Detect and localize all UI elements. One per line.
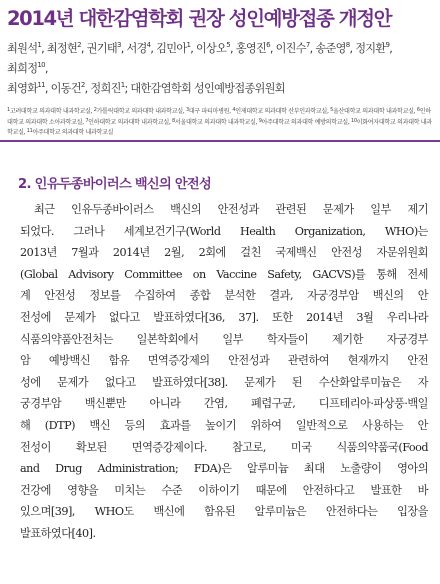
text-line: 최근 인유두종바이러스 백신의 안전성과 관련된 문제가 일부 제기 (34, 203, 428, 216)
author: 최정현$^2$, (46, 41, 87, 55)
affiliation: $^9$아주대학교 의과대학 예방의학교실, (258, 117, 352, 126)
author-organization: 대한감염학회 성인예방접종위원회 (130, 82, 285, 95)
affiliation: $^1$고려대학교 의과대학 내과학교실, (7, 107, 94, 115)
author: 정지환$^9$, (355, 41, 393, 55)
author-line-2 (7, 79, 432, 99)
text-line: 발표하였다[40]. (20, 526, 96, 540)
affiliations (7, 107, 432, 139)
author: 정희진$^1$; (90, 81, 131, 95)
text-line: 식품의약품안전처는 일본학회에서 일부 학자들이 제기한 자궁경부 (20, 332, 428, 346)
text-line: (Global Advisory Committee on Vaccine Safety, GACVS)를 통해 전세 (20, 267, 428, 281)
body-paragraph (20, 199, 428, 545)
text-line: 궁경부암 백신뿐만 아니라 간염, 폐렴구균, 디프테리아·파상풍·백일 (20, 397, 428, 411)
text-line: 있으며[39], WHO도 백신에 함유된 알루미늄은 안전하다는 입장을 (20, 505, 428, 519)
affiliation: $^8$서울대학교 의과대학 내과학교실, (172, 117, 259, 126)
text-line: 해 (DTP) 백신 등의 효과를 높이기 위하여 일반적으로 사용하는 안 (20, 418, 428, 432)
article-header (0, 0, 440, 139)
author: 서경$^4$, (126, 41, 157, 55)
affiliation: $^4$인제대학교 의과대학 산부인과학교실, (232, 107, 331, 115)
affiliation: $^2$가톨릭대학교 의과대학 내과학교실, (93, 107, 186, 115)
author: 최원석$^1$, (7, 41, 47, 55)
affiliation: $^{11}$아주대학교 의과대학 내과학교실 (26, 128, 114, 137)
text-line: 건강에 영향을 미치는 수준 이하이기 때문에 안전하다고 발표한 바 (20, 483, 428, 497)
author: 이동건$^2$, (50, 81, 91, 95)
author: 최희정$^{10}$, (7, 61, 48, 75)
author: 권기태$^3$, (86, 41, 127, 55)
affiliation: $^7$인하대학교 의과대학 내과학교실, (85, 117, 173, 126)
author: 홍영진$^6$, (235, 41, 276, 55)
text-line: 2013년 7월과 2014년 2월, 2회에 걸친 국제백신 안전성 자문위원회 (20, 246, 428, 260)
author: 이진수$^7$, (275, 41, 316, 55)
author-list (7, 39, 432, 99)
affiliation: $^3$대구 파티마병원, (185, 107, 233, 115)
header-divider (0, 140, 440, 142)
author: 최영화$^{11}$, (7, 81, 51, 95)
text-line: and Drug Administration; FDA)은 알루미늄 최대 노출량이 영아의 (20, 462, 428, 476)
author: 송준영$^8$, (315, 41, 356, 55)
affiliation: $^6$인하대학교 의과대학 소아과학교실, (7, 107, 431, 126)
section-heading: 2. 인유두종바이러스 백신의 안전성 (18, 177, 212, 192)
text-line: 성에 문제가 없다고 발표하였다[38]. 문제가 된 수산화알루미늄은 자 (20, 375, 428, 389)
author: 이상오$^5$, (195, 41, 236, 55)
text-line: 전성에 문제가 없다고 발표하였다[36, 37]. 또한 2014년 3월 우리나라 (20, 310, 428, 324)
text-line: 되었다. 그러나 세계보건기구(World Health Organization, WHO)는 (20, 224, 428, 238)
text-line: 계 안전성 정보를 수집하여 종합 분석한 결과, 자궁경부암 백신의 안 (20, 289, 428, 303)
author: 김민아$^1$, (156, 41, 196, 55)
article-body (20, 177, 428, 545)
affiliation: $^5$울산대학교 의과대학 내과학교실, (330, 107, 417, 115)
article-title: 2014년 대한감염학회 권장 성인예방접종 개정안 (7, 7, 392, 30)
author-line-1 (7, 39, 432, 79)
affiliation: $^{10}$이화여자대학교 의과대학 내과학교실, (7, 117, 432, 137)
text-line: 전성이 확보된 면역증강제이다. 참고로, 미국 식품의약품국(Food (20, 440, 428, 454)
text-line: 암 예방백신 함유 면역증강제의 안전성과 관련하여 현재까지 안전 (20, 354, 428, 368)
